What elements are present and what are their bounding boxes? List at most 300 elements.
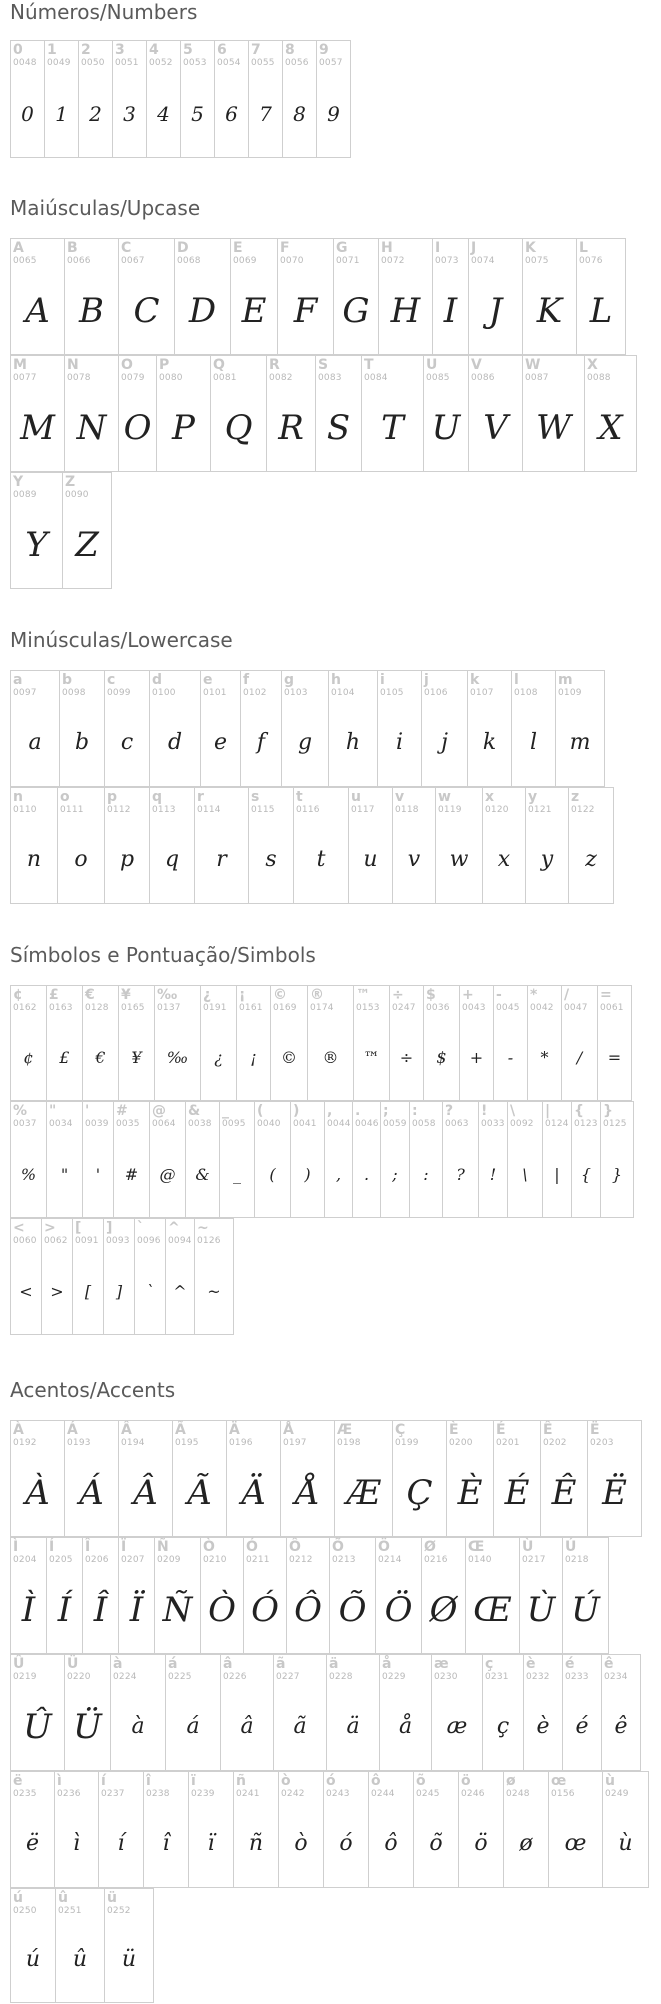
glyph-code-label: 0042 [530, 1003, 554, 1013]
glyph-code-label: 0037 [13, 1119, 37, 1129]
glyph-character-label: à [113, 1656, 123, 1672]
glyph-sample: Ç [406, 1473, 433, 1513]
glyph-character-label: S [318, 357, 329, 373]
glyph-sample: , [335, 1165, 342, 1184]
glyph-character-label: a [13, 672, 23, 688]
glyph-sample: í [117, 1831, 125, 1856]
glyph-character-label: Ë [590, 1422, 600, 1438]
glyph-code-label: 0103 [284, 688, 308, 698]
glyph-code-label: 0095 [222, 1119, 246, 1129]
glyph-cell [118, 1420, 173, 1537]
glyph-code-label: 0244 [371, 1789, 395, 1799]
glyph-character-label: P [159, 357, 170, 373]
glyph-cell [368, 1771, 414, 1888]
glyph-character-label: X [587, 357, 598, 373]
glyph-character-label: å [382, 1656, 392, 1672]
glyph-character-label: H [381, 240, 393, 256]
glyph-code-label: 0109 [558, 688, 582, 698]
glyph-character-label: 0 [13, 42, 23, 58]
glyph-code-label: 0249 [605, 1789, 629, 1799]
glyph-character-label: Ä [229, 1422, 240, 1438]
glyph-cell [112, 40, 147, 158]
glyph-sample: Æ [346, 1473, 381, 1513]
glyph-character-label: Ñ [157, 1539, 169, 1555]
glyph-cell [10, 1218, 42, 1335]
glyph-sample: \ [522, 1165, 528, 1184]
glyph-cell [468, 355, 523, 472]
glyph-sample: d [167, 730, 183, 755]
glyph-cell [561, 985, 598, 1101]
glyph-cell [10, 40, 45, 158]
glyph-sample: * [540, 1048, 549, 1067]
glyph-character-label: 3 [115, 42, 125, 58]
glyph-code-label: 0238 [146, 1789, 170, 1799]
glyph-code-label: 0228 [329, 1672, 353, 1682]
glyph-cell [326, 1654, 380, 1771]
glyph-sample: o [74, 847, 88, 872]
glyph-cell [64, 1654, 111, 1771]
glyph-code-label: 0213 [332, 1555, 356, 1565]
glyph-code-label: 0077 [13, 373, 37, 383]
glyph-cell [185, 1101, 220, 1218]
glyph-sample: 6 [225, 102, 238, 126]
glyph-code-label: 0200 [449, 1438, 473, 1448]
glyph-code-label: 0073 [435, 256, 459, 266]
glyph-row [10, 1771, 648, 1888]
glyph-sample: N [76, 408, 107, 448]
glyph-code-label: 0122 [571, 805, 595, 815]
glyph-sample: Ï [129, 1590, 144, 1630]
glyph-row [10, 472, 111, 589]
glyph-cell [10, 1771, 55, 1888]
glyph-cell [156, 355, 211, 472]
glyph-sample: Ø [429, 1590, 458, 1630]
glyph-code-label: 0225 [168, 1672, 192, 1682]
glyph-code-label: 0212 [289, 1555, 313, 1565]
glyph-character-label: D [177, 240, 189, 256]
glyph-sample: m [569, 730, 591, 755]
glyph-cell [10, 472, 63, 589]
glyph-code-label: 0053 [183, 58, 207, 68]
glyph-sample: A [25, 291, 50, 331]
glyph-character-label: ÷ [392, 987, 404, 1003]
glyph-sample: e [213, 730, 228, 755]
glyph-cell [248, 787, 294, 904]
glyph-cell [54, 1771, 99, 1888]
glyph-sample: q [164, 847, 180, 872]
glyph-sample: U [431, 408, 461, 448]
glyph-code-label: 0248 [506, 1789, 530, 1799]
glyph-cell [601, 1654, 641, 1771]
glyph-character-label: j [424, 672, 429, 688]
glyph-sample: - [507, 1048, 514, 1067]
glyph-sample: É [504, 1473, 530, 1513]
glyph-cell [421, 1537, 466, 1654]
glyph-row [10, 1654, 640, 1771]
glyph-character-label: p [107, 789, 118, 805]
glyph-cell [377, 670, 422, 787]
glyph-sample: n [26, 847, 42, 872]
glyph-sample: Ö [384, 1590, 413, 1630]
glyph-character-label: ë [13, 1773, 23, 1789]
glyph-character-label: ç [485, 1656, 494, 1672]
glyph-character-label: ~ [197, 1220, 209, 1236]
glyph-sample: Ò [208, 1590, 236, 1630]
glyph-character-label: ¥ [121, 987, 131, 1003]
glyph-code-label: 0060 [13, 1236, 37, 1246]
glyph-character-label: 8 [285, 42, 295, 58]
glyph-sample: å [398, 1714, 413, 1739]
glyph-character-label: œ [551, 1773, 567, 1789]
glyph-code-label: 0102 [243, 688, 267, 698]
glyph-sample: â [240, 1714, 254, 1739]
glyph-sample: Î [93, 1590, 108, 1630]
glyph-row [10, 985, 631, 1101]
glyph-code-label: 0046 [355, 1119, 379, 1129]
glyph-character-label: ¢ [13, 987, 23, 1003]
glyph-code-label: 0217 [522, 1555, 546, 1565]
glyph-cell [149, 670, 201, 787]
glyph-code-label: 0098 [62, 688, 86, 698]
glyph-code-label: 0202 [543, 1438, 567, 1448]
glyph-code-label: 0038 [188, 1119, 212, 1129]
glyph-code-label: 0101 [203, 688, 227, 698]
glyph-sample: À [25, 1473, 50, 1513]
glyph-character-label: ) [293, 1103, 300, 1119]
glyph-cell [600, 1101, 634, 1218]
glyph-cell [165, 1218, 195, 1335]
glyph-character-label: F [280, 240, 290, 256]
glyph-code-label: 0193 [67, 1438, 91, 1448]
glyph-cell [446, 1420, 494, 1537]
glyph-cell [64, 1420, 119, 1537]
glyph-row [10, 238, 625, 355]
glyph-character-label: © [273, 987, 287, 1003]
glyph-sample: ô [384, 1831, 398, 1856]
glyph-code-label: 0236 [57, 1789, 81, 1799]
glyph-character-label: è [526, 1656, 536, 1672]
glyph-character-label: ä [329, 1656, 339, 1672]
glyph-sample: ÷ [399, 1048, 414, 1067]
glyph-sample: . [363, 1165, 370, 1184]
glyph-code-label: 0061 [600, 1003, 624, 1013]
glyph-character-label: À [13, 1422, 24, 1438]
glyph-code-label: 0064 [152, 1119, 176, 1129]
glyph-character-label: í [101, 1773, 106, 1789]
glyph-character-label: Ï [121, 1539, 127, 1555]
glyph-sample: Ã [187, 1473, 212, 1513]
glyph-code-label: 0112 [107, 805, 131, 815]
glyph-code-label: 0197 [283, 1438, 307, 1448]
glyph-character-label: ' [85, 1103, 90, 1119]
glyph-character-label: < [13, 1220, 25, 1236]
glyph-character-label: Ã [175, 1422, 186, 1438]
glyph-sample: " [60, 1165, 69, 1184]
glyph-cell [602, 1771, 649, 1888]
glyph-sample: Q [224, 408, 253, 448]
glyph-sample: G [342, 291, 370, 331]
glyph-sample: w [449, 847, 469, 872]
glyph-sample: H [390, 291, 421, 331]
glyph-code-label: 0214 [378, 1555, 402, 1565]
glyph-character-label: J [471, 240, 477, 256]
glyph-character-label: / [564, 987, 570, 1003]
glyph-sample: > [50, 1282, 64, 1301]
glyph-sample: 8 [293, 102, 306, 126]
glyph-character-label: ô [371, 1773, 381, 1789]
glyph-cell [180, 40, 215, 158]
glyph-sample: ^ [173, 1282, 187, 1301]
glyph-character-label: Q [213, 357, 225, 373]
glyph-code-label: 0106 [424, 688, 448, 698]
glyph-sample: E [241, 291, 267, 331]
glyph-character-label: | [545, 1103, 551, 1119]
glyph-code-label: 0069 [233, 256, 257, 266]
glyph-character-label: B [67, 240, 78, 256]
glyph-cell [324, 1101, 353, 1218]
glyph-cell [379, 1654, 432, 1771]
glyph-cell [254, 1101, 291, 1218]
glyph-cell [59, 670, 105, 787]
glyph-cell [236, 985, 271, 1101]
glyph-sample: ù [618, 1831, 633, 1856]
glyph-sample: é [575, 1714, 589, 1739]
glyph-code-label: 0066 [67, 256, 91, 266]
glyph-cell [482, 787, 526, 904]
glyph-character-label: ö [461, 1773, 471, 1789]
glyph-code-label: 0050 [81, 58, 105, 68]
glyph-sample: P [172, 408, 195, 448]
glyph-character-label: Ò [203, 1539, 215, 1555]
glyph-cell [149, 1101, 186, 1218]
glyph-character-label: k [470, 672, 480, 688]
glyph-code-label: 0071 [336, 256, 360, 266]
glyph-character-label: € [85, 987, 95, 1003]
glyph-character-label: Ù [522, 1539, 534, 1555]
glyph-cell [442, 1101, 479, 1218]
glyph-sample: 7 [259, 102, 272, 126]
glyph-cell [214, 40, 249, 158]
glyph-cell [519, 1537, 563, 1654]
glyph-character-label: G [336, 240, 348, 256]
glyph-cell [467, 670, 512, 787]
glyph-character-label: 7 [251, 42, 261, 58]
glyph-character-label: u [351, 789, 361, 805]
glyph-cell [352, 1101, 381, 1218]
glyph-cell [293, 787, 349, 904]
glyph-character-label: ` [137, 1220, 144, 1236]
glyph-code-label: 0204 [13, 1555, 37, 1565]
glyph-code-label: 0207 [121, 1555, 145, 1565]
glyph-cell [458, 1771, 504, 1888]
glyph-sample: u [363, 847, 378, 872]
glyph-character-label: 6 [217, 42, 227, 58]
glyph-code-label: 0068 [177, 256, 201, 266]
glyph-code-label: 0111 [60, 805, 84, 815]
glyph-code-label: 0198 [337, 1438, 361, 1448]
glyph-character-label: û [58, 1890, 68, 1906]
glyph-code-label: 0087 [525, 373, 549, 383]
glyph-code-label: 0078 [67, 373, 91, 383]
glyph-code-label: 0218 [565, 1555, 589, 1565]
glyph-code-label: 0035 [116, 1119, 140, 1129]
glyph-sample: F [293, 291, 318, 331]
glyph-character-label: R [269, 357, 280, 373]
glyph-character-label: ? [445, 1103, 454, 1119]
glyph-code-label: 0113 [152, 805, 176, 815]
glyph-sample: 5 [191, 102, 204, 126]
glyph-sample: Z [75, 525, 99, 565]
glyph-sample: Ü [73, 1707, 102, 1747]
glyph-code-label: 0044 [327, 1119, 351, 1129]
glyph-code-label: 0082 [269, 373, 293, 383]
glyph-character-label: r [197, 789, 204, 805]
glyph-character-label: o [60, 789, 70, 805]
glyph-cell [118, 1537, 155, 1654]
glyph-sample: ~ [207, 1282, 221, 1301]
glyph-sample: è [536, 1714, 550, 1739]
glyph-cell [323, 1771, 369, 1888]
glyph-character-label: w [438, 789, 451, 805]
glyph-code-label: 0235 [13, 1789, 37, 1799]
glyph-cell [597, 985, 632, 1101]
glyph-character-label: â [223, 1656, 233, 1672]
glyph-code-label: 0059 [383, 1119, 407, 1129]
glyph-character-label: ] [106, 1220, 113, 1236]
glyph-code-label: 0041 [293, 1119, 317, 1129]
glyph-code-label: 0055 [251, 58, 275, 68]
glyph-sample: ¢ [23, 1048, 34, 1067]
glyph-sample: ; [392, 1165, 398, 1184]
glyph-sample: æ [446, 1714, 468, 1739]
glyph-sample: ä [346, 1714, 360, 1739]
glyph-sample: ú [25, 1947, 41, 1972]
glyph-character-label: L [579, 240, 588, 256]
glyph-character-label: Ú [565, 1539, 577, 1555]
glyph-code-label: 0233 [565, 1672, 589, 1682]
glyph-cell [548, 1771, 603, 1888]
glyph-character-label: ã [276, 1656, 286, 1672]
glyph-sample: Ô [294, 1590, 322, 1630]
glyph-cell [118, 238, 175, 355]
glyph-cell [118, 355, 157, 472]
glyph-sample: & [195, 1165, 210, 1184]
glyph-cell [46, 1537, 83, 1654]
glyph-character-label: s [251, 789, 260, 805]
glyph-character-label: z [571, 789, 580, 805]
glyph-cell [194, 1218, 234, 1335]
glyph-cell [194, 787, 249, 904]
glyph-code-label: 0250 [13, 1906, 37, 1916]
glyph-sample: t [316, 847, 326, 872]
glyph-sample: T [381, 408, 404, 448]
glyph-cell [10, 1537, 47, 1654]
glyph-cell [431, 1654, 483, 1771]
glyph-character-label: T [364, 357, 374, 373]
glyph-character-label: Ì [13, 1539, 19, 1555]
glyph-character-label: U [426, 357, 438, 373]
glyph-cell [82, 1537, 119, 1654]
glyph-code-label: 0124 [545, 1119, 569, 1129]
glyph-character-label: + [462, 987, 474, 1003]
glyph-character-label: . [355, 1103, 361, 1119]
glyph-character-label: _ [222, 1103, 229, 1119]
glyph-sample: g [297, 730, 313, 755]
glyph-code-label: 0120 [485, 805, 509, 815]
glyph-code-label: 0241 [236, 1789, 260, 1799]
glyph-cell [361, 355, 424, 472]
glyph-sample: p [119, 847, 135, 872]
glyph-cell [200, 670, 241, 787]
glyph-sample: M [20, 408, 55, 448]
glyph-code-label: 0045 [496, 1003, 520, 1013]
glyph-cell [266, 355, 316, 472]
glyph-sample: Â [133, 1473, 158, 1513]
glyph-character-label: 2 [81, 42, 91, 58]
glyph-character-label: - [496, 987, 502, 1003]
glyph-sample: _ [233, 1165, 241, 1184]
glyph-sample: [ [84, 1282, 92, 1301]
glyph-cell [542, 1101, 572, 1218]
glyph-sample: á [186, 1714, 200, 1739]
glyph-code-label: 0137 [157, 1003, 181, 1013]
glyph-sample: à [131, 1714, 145, 1739]
glyph-cell [10, 1420, 65, 1537]
glyph-code-label: 0206 [85, 1555, 109, 1565]
glyph-row [10, 40, 350, 158]
glyph-cell [286, 1537, 330, 1654]
glyph-cell [423, 985, 460, 1101]
glyph-sample: O [123, 408, 152, 448]
glyph-cell [522, 238, 577, 355]
glyph-code-label: 0114 [197, 805, 221, 815]
glyph-code-label: 0043 [462, 1003, 486, 1013]
glyph-code-label: 0070 [280, 256, 304, 266]
glyph-character-label: ¡ [239, 987, 246, 1003]
glyph-cell [57, 787, 105, 904]
glyph-character-label: C [121, 240, 132, 256]
glyph-character-label: h [331, 672, 341, 688]
glyph-cell [82, 985, 119, 1101]
glyph-cell [270, 985, 308, 1101]
glyph-code-label: 0084 [364, 373, 388, 383]
section-title: Maiúsculas/Upcase [10, 196, 201, 220]
glyph-character-label: ™ [356, 987, 370, 1003]
glyph-sample: Ù [526, 1590, 556, 1630]
glyph-character-label: Z [65, 474, 76, 490]
glyph-sample: Û [23, 1707, 52, 1747]
glyph-cell [277, 238, 334, 355]
glyph-cell [46, 985, 83, 1101]
glyph-code-label: 0081 [213, 373, 237, 383]
glyph-code-label: 0230 [434, 1672, 458, 1682]
glyph-character-label: d [152, 672, 163, 688]
glyph-sample: j [441, 730, 448, 755]
glyph-code-label: 0099 [107, 688, 131, 698]
glyph-cell [233, 1771, 279, 1888]
glyph-code-label: 0107 [470, 688, 494, 698]
section-title: Minúsculas/Lowercase [10, 628, 233, 652]
glyph-cell [562, 1537, 609, 1654]
glyph-code-label: 0205 [49, 1555, 73, 1565]
glyph-character-label: A [13, 240, 24, 256]
glyph-cell [562, 1654, 602, 1771]
glyph-character-label: v [395, 789, 405, 805]
glyph-cell [507, 1101, 543, 1218]
glyph-sample: ñ [248, 1831, 264, 1856]
glyph-character-label: á [168, 1656, 178, 1672]
glyph-sample: | [554, 1165, 560, 1184]
